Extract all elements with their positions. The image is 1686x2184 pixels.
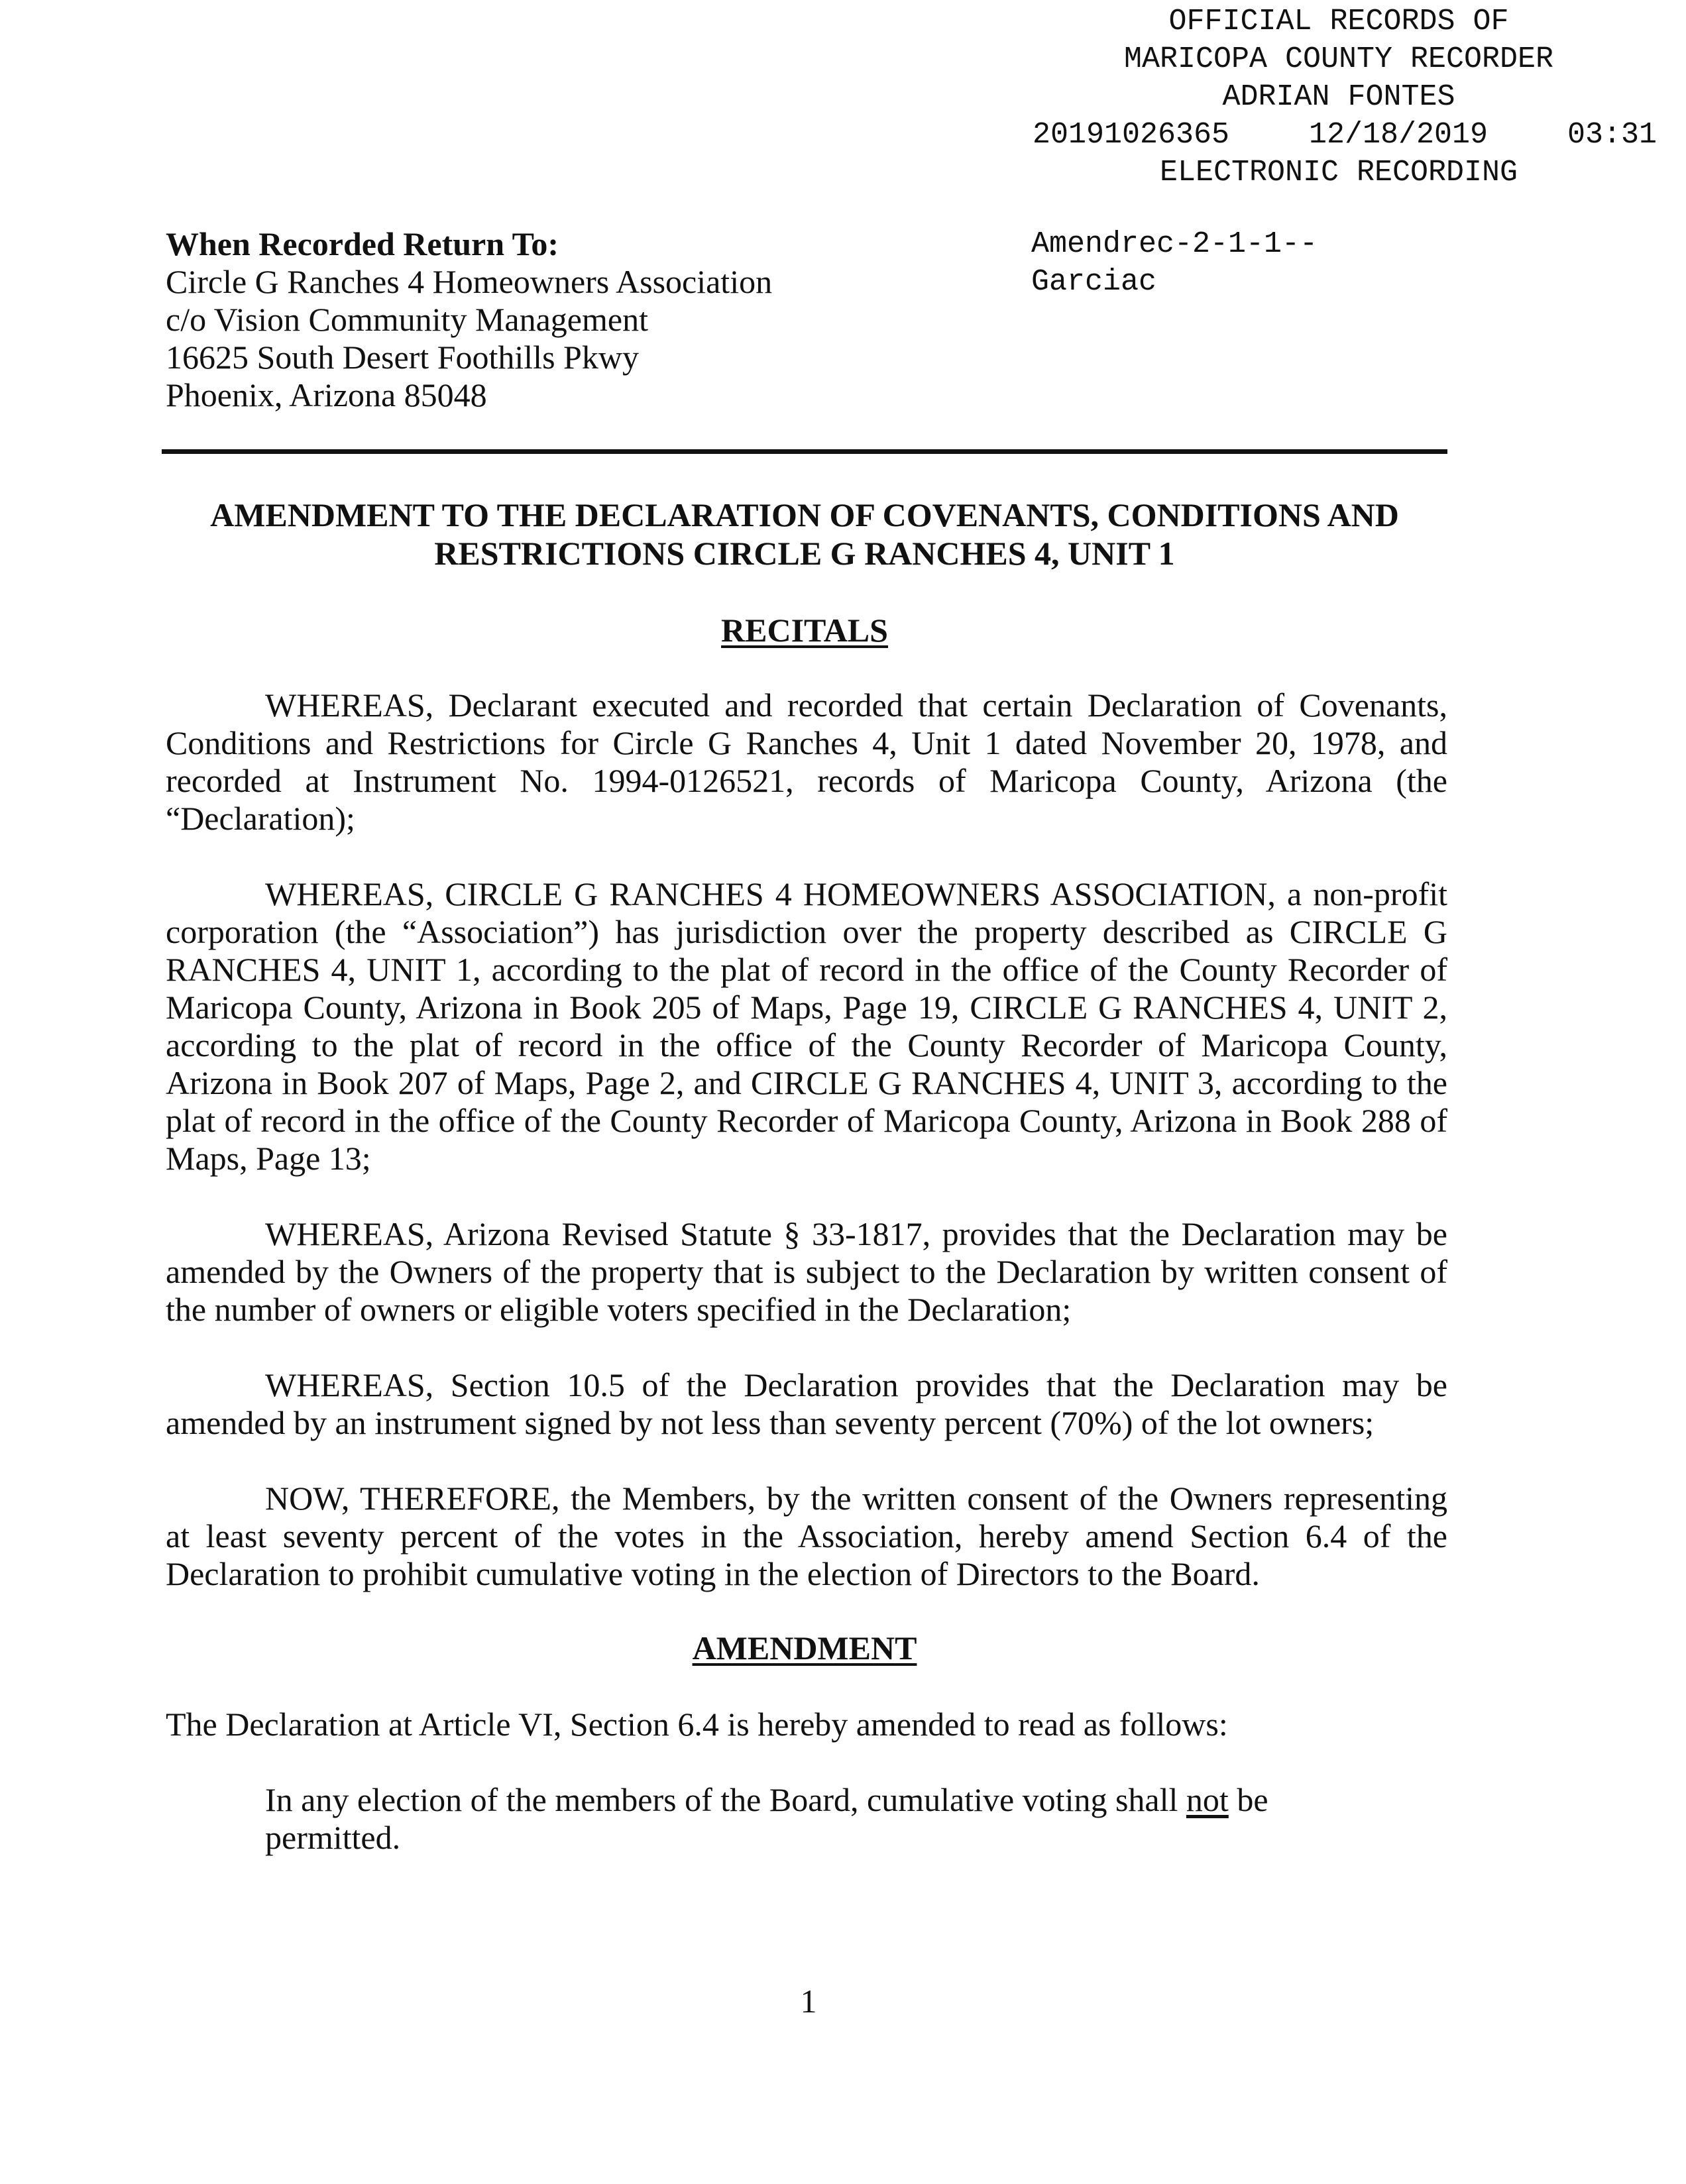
document-code-line: Garciac (1031, 265, 1157, 299)
document-title (162, 496, 1447, 573)
stamp-instrument-number: 20191026365 (1033, 118, 1230, 152)
amended-section-text (265, 1781, 1272, 1857)
document-title-line: RESTRICTIONS CIRCLE G RANCHES 4, UNIT 1 (434, 535, 1175, 572)
stamp-line-recorder-name: ADRIAN FONTES (1222, 80, 1455, 114)
stamp-date: 12/18/2019 (1308, 118, 1489, 152)
document-title-line: AMENDMENT TO THE DECLARATION OF COVENANTS, CONDITIONS AND (210, 496, 1399, 533)
return-address-heading: When Recorded Return To: (166, 225, 559, 262)
stamp-line-county-recorder: MARICOPA COUNTY RECORDER (1123, 42, 1554, 76)
amendment-intro: The Declaration at Article VI, Section 6.4 is hereby amended to read as follows: (166, 1706, 1228, 1743)
recital-paragraph: NOW, THEREFORE, the Members, by the written consent of the Owners representing at least seventy percent of the votes in the Association, hereby amend Section 6.4 of the Declaration to prohibit cumulative voting in the election of Directors to the Board. (166, 1480, 1447, 1592)
amended-text-emphasis: not (1186, 1781, 1229, 1818)
stamp-record-info (1021, 116, 1657, 154)
stamp-line-official-records: OFFICIAL RECORDS OF (1168, 5, 1509, 38)
recital-paragraph: WHEREAS, Section 10.5 of the Declaration provides that the Declaration may be amended by an instrument signed by not less than seventy percent (70%) of the lot owners; (166, 1366, 1447, 1441)
return-address-line: Phoenix, Arizona 85048 (166, 376, 487, 413)
return-address-block (166, 225, 961, 414)
recitals-heading-text: RECITALS (721, 612, 888, 649)
recitals-heading (162, 611, 1447, 649)
recording-stamp (1021, 3, 1657, 191)
recital-paragraph: WHEREAS, Declarant executed and recorded that certain Declaration of Covenants, Conditions and Restrictions for Circle G Ranches 4, Unit 1 dated November 20, 1978, and recorded at Instrument No. 1994-0126521, records of Maricopa County, Arizona (the “Declaration); (166, 686, 1447, 837)
amendment-heading (162, 1629, 1447, 1667)
amended-text-after: be permitted. (265, 1781, 1268, 1856)
recitals-body (166, 686, 1447, 1631)
document-code-line: Amendrec-2-1-1-- (1031, 227, 1318, 261)
recital-paragraph: WHEREAS, Arizona Revised Statute § 33-1817, provides that the Declaration may be amended by the Owners of the property that is subject to the Declaration by written consent of the number of owners or eligible voters specified in the Declaration; (166, 1215, 1447, 1328)
stamp-line-electronic-recording: ELECTRONIC RECORDING (1159, 156, 1518, 190)
return-address-line: Circle G Ranches 4 Homeowners Association (166, 263, 773, 300)
amendment-heading-text: AMENDMENT (692, 1629, 917, 1666)
document-code (1031, 225, 1495, 301)
page-number: 1 (800, 1983, 817, 2020)
recital-paragraph: WHEREAS, CIRCLE G RANCHES 4 HOMEOWNERS ASSOCIATION, a non-profit corporation (the “Association”) has jurisdiction over the property described as CIRCLE G RANCHES 4, UNIT 1, according to the plat of record in the office of the County Recorder of Maricopa County, Arizona in Book 205 of Maps, Page 19, CIRCLE G RANCHES 4, UNIT 2, according to the plat of record in the office of the County Recorder of Maricopa County, Arizona in Book 207 of Maps, Page 2, and CIRCLE G RANCHES 4, UNIT 3, according to the plat of record in the office of the County Recorder of Maricopa County, Arizona in Book 288 of Maps, Page 13; (166, 875, 1447, 1177)
header-divider (162, 449, 1447, 454)
return-address-line: 16625 South Desert Foothills Pkwy (166, 339, 639, 376)
stamp-time: 03:31 (1567, 118, 1657, 152)
amended-text-before: In any election of the members of the Board, cumulative voting shall (265, 1781, 1186, 1818)
return-address-line: c/o Vision Community Management (166, 301, 648, 338)
